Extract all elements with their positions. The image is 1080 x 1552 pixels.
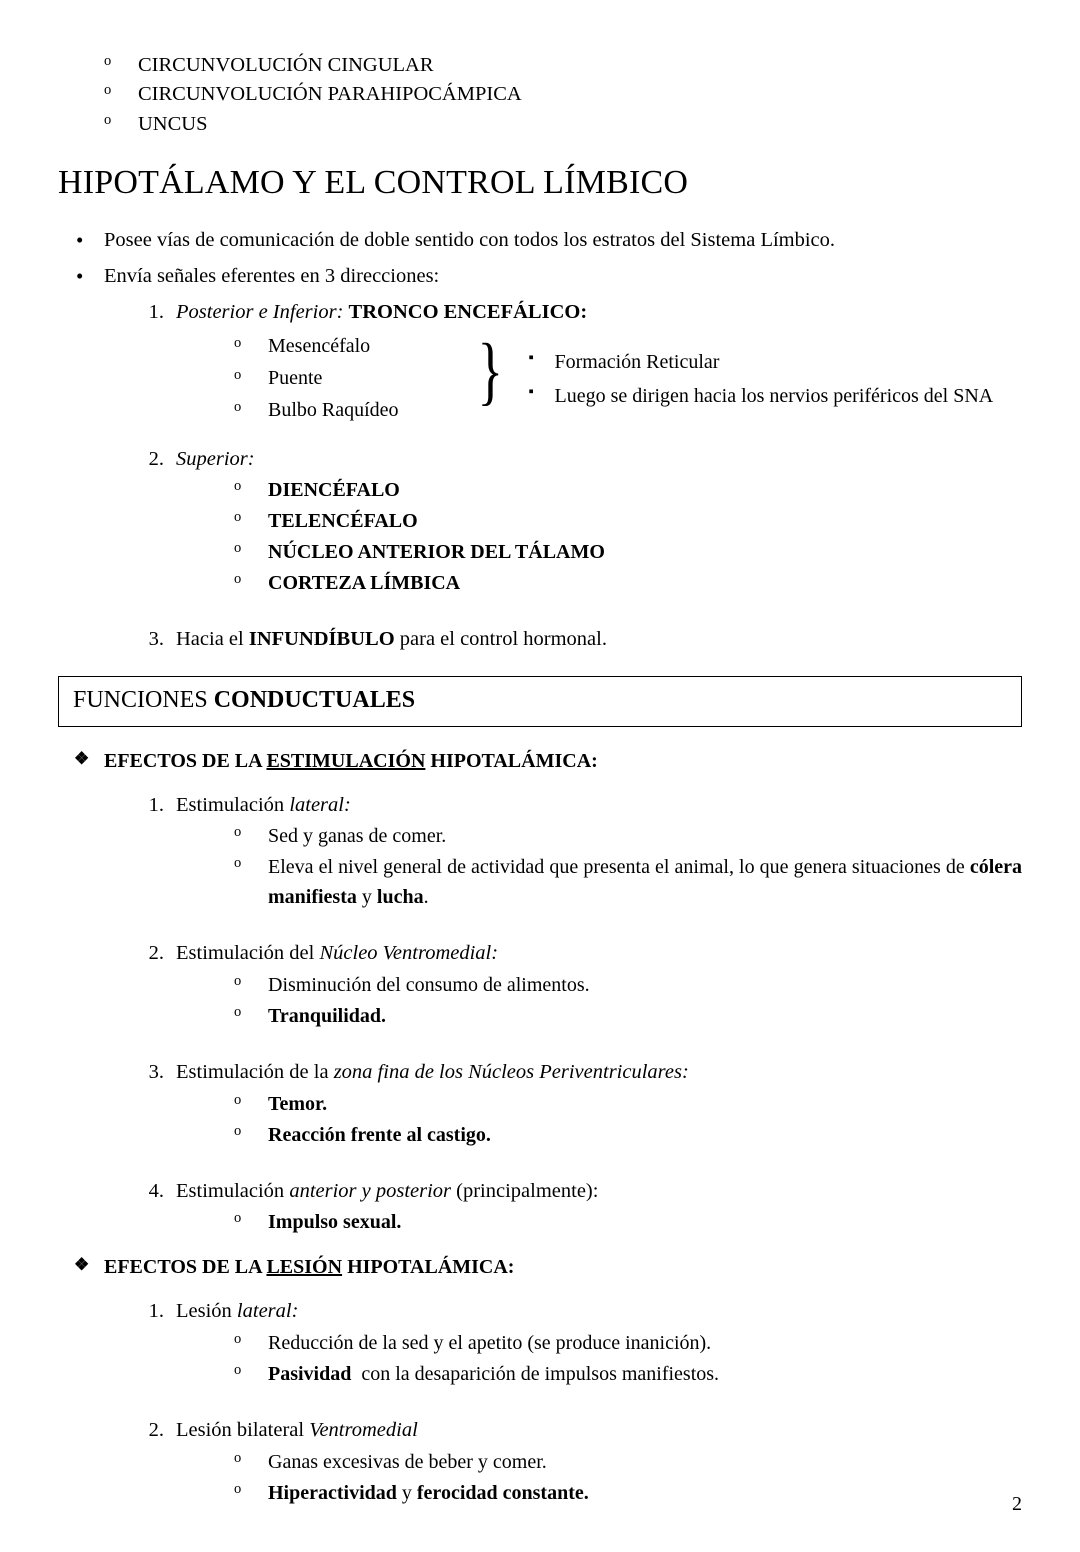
- list-item-label: CORTEZA LÍMBICA: [268, 572, 461, 595]
- list-item: [520, 347, 993, 378]
- list-item: [228, 1120, 1022, 1150]
- list-item: [98, 111, 1022, 138]
- list-item-label: CIRCUNVOLUCIÓN PARAHIPOCÁMPICA: [138, 83, 522, 106]
- list-item: [228, 363, 478, 394]
- heading-part-a: EFECTOS DE LA: [104, 749, 267, 772]
- list-item: [98, 52, 1022, 79]
- spacer: [176, 1151, 1022, 1173]
- item-number: 2.: [148, 447, 164, 470]
- list-item-label: Formación Reticular: [554, 350, 720, 373]
- list-item: [228, 852, 1022, 912]
- spacer: [58, 1283, 1022, 1297]
- spacer: [176, 1032, 1022, 1054]
- sub-list: [228, 1328, 1022, 1389]
- item-number: 1.: [148, 300, 164, 323]
- item-tail: (principalmente):: [451, 1179, 599, 1202]
- direccion-item-2: [136, 445, 1022, 622]
- list-item-label: Mesencéfalo: [268, 334, 371, 357]
- list-item-label: Eleva el nivel general de actividad que presenta el animal, lo que genera situaciones de cólera manifiesta y lucha.: [268, 856, 1022, 909]
- sub-list: [228, 1207, 1022, 1237]
- list-item-label: Sed y ganas de comer.: [268, 825, 447, 848]
- page-number: 2: [1012, 1492, 1022, 1515]
- item-lead: Lesión: [176, 1300, 237, 1323]
- brainstem-outputs-list: [520, 347, 993, 415]
- spacer: [176, 599, 1022, 621]
- estimulacion-item-1: [136, 791, 1022, 936]
- item-lead: Estimulación del: [176, 942, 320, 965]
- list-item: [228, 821, 1022, 851]
- list-item-label: UNCUS: [138, 112, 208, 135]
- section-header-box: [58, 676, 1022, 727]
- list-item-label: Luego se dirigen hacia los nervios periféricos del SNA: [554, 384, 994, 407]
- sub-list: [228, 970, 1022, 1031]
- heading-part-c: HIPOTALÁMICA:: [342, 1256, 515, 1279]
- list-item: [228, 1478, 1022, 1508]
- lesion-heading-list: [66, 1253, 1022, 1281]
- list-item: [66, 226, 1022, 256]
- item-italic-label: zona fina de los Núcleos Periventriculares:: [333, 1061, 689, 1084]
- item-italic-label: Superior:: [176, 447, 255, 470]
- list-item: [228, 475, 1022, 505]
- list-item-label: Hiperactividad y ferocidad constante.: [268, 1481, 589, 1504]
- superior-targets-list: [228, 475, 1022, 598]
- list-item: [228, 1359, 1022, 1389]
- estimulacion-item-4: [136, 1177, 1022, 1238]
- list-item-label: Bulbo Raquídeo: [268, 398, 399, 421]
- list-item-label: Temor.: [268, 1092, 328, 1115]
- section-header-plain: FUNCIONES: [73, 686, 214, 713]
- estimulacion-item-3: [136, 1058, 1022, 1173]
- item-italic-label: lateral:: [236, 1300, 299, 1323]
- item-bold-label: INFUNDÍBULO: [248, 628, 395, 651]
- lesion-item-2: [136, 1416, 1022, 1508]
- item-text-after: para el control hormonal.: [394, 628, 607, 651]
- item-lead: Estimulación de la: [176, 1061, 334, 1084]
- list-item-label: Reacción frente al castigo.: [268, 1123, 491, 1146]
- item-text-before: Hacia el: [176, 628, 249, 651]
- page-title: HIPOTÁLAMO Y EL CONTROL LÍMBICO: [58, 164, 689, 202]
- heading-part-c: HIPOTALÁMICA:: [425, 749, 598, 772]
- list-item: [228, 395, 478, 426]
- heading-part-underlined: LESIÓN: [266, 1256, 343, 1279]
- brainstem-list: [228, 331, 478, 427]
- direccion-item-1: [136, 298, 1022, 441]
- list-item: [228, 1089, 1022, 1119]
- item-lead: Estimulación: [176, 1179, 290, 1202]
- lesion-item-1: [136, 1297, 1022, 1412]
- item-number: 2.: [148, 1419, 164, 1442]
- list-item-label: Reducción de la sed y el apetito (se produce inanición).: [268, 1332, 712, 1355]
- list-item-label: Ganas excesivas de beber y comer.: [268, 1450, 547, 1473]
- list-item-label: NÚCLEO ANTERIOR DEL TÁLAMO: [268, 541, 605, 564]
- curly-brace-icon: }: [477, 328, 504, 413]
- list-item: [228, 537, 1022, 567]
- spacer: [176, 913, 1022, 935]
- list-item-label: DIENCÉFALO: [268, 479, 400, 502]
- item-number: 3.: [148, 1061, 164, 1084]
- item-number: 3.: [148, 628, 164, 651]
- list-item-label: Posee vías de comunicación de doble sentido con todos los estratos del Sistema Límbico.: [104, 229, 836, 252]
- brainstem-brace-group: [228, 328, 1022, 427]
- item-bold-label: TRONCO ENCEFÁLICO:: [348, 300, 588, 323]
- lesion-heading: [66, 1253, 1022, 1281]
- estimulacion-list: [136, 791, 1022, 1238]
- list-item: [228, 1447, 1022, 1477]
- list-item: [98, 81, 1022, 108]
- item-number: 4.: [148, 1179, 164, 1202]
- direcciones-list: [136, 298, 1022, 654]
- lesion-list: [136, 1297, 1022, 1507]
- item-number: 1.: [148, 1300, 164, 1323]
- list-item-label: Pasividad con la desaparición de impulsos manifiestos.: [268, 1363, 720, 1386]
- spacer: [58, 777, 1022, 791]
- list-item-label: TELENCÉFALO: [268, 510, 418, 533]
- item-number: 2.: [148, 942, 164, 965]
- spacer: [176, 427, 1022, 441]
- sub-list: [228, 821, 1022, 912]
- list-item: [228, 1207, 1022, 1237]
- item-italic-label: Posterior e Inferior:: [176, 300, 344, 323]
- list-item: [228, 331, 478, 362]
- item-italic-label: lateral:: [289, 793, 351, 816]
- top-continuation-list: [98, 52, 1022, 138]
- item-italic-label: Ventromedial: [309, 1419, 418, 1442]
- intro-bullet-list: [66, 226, 1022, 291]
- list-item: [228, 506, 1022, 536]
- list-item-label: CIRCUNVOLUCIÓN CINGULAR: [138, 54, 434, 76]
- list-item-label: Puente: [268, 366, 323, 389]
- direccion-item-3: [136, 625, 1022, 654]
- list-item-label: Tranquilidad.: [268, 1005, 387, 1028]
- list-item-label: Impulso sexual.: [268, 1211, 402, 1234]
- item-italic-label: Núcleo Ventromedial:: [319, 942, 499, 965]
- estimulacion-heading: [66, 747, 1022, 775]
- item-lead: Lesión bilateral: [176, 1419, 310, 1442]
- list-item: [66, 262, 1022, 292]
- section-header-bold: CONDUCTUALES: [213, 686, 416, 713]
- sub-list: [228, 1447, 1022, 1508]
- list-item: [228, 568, 1022, 598]
- list-item: [228, 970, 1022, 1000]
- estimulacion-heading-list: [66, 747, 1022, 775]
- list-item: [228, 1328, 1022, 1358]
- spacer: [176, 1390, 1022, 1412]
- estimulacion-item-2: [136, 939, 1022, 1054]
- heading-part-underlined: ESTIMULACIÓN: [266, 749, 426, 772]
- list-item: [520, 381, 993, 412]
- list-item-label: Disminución del consumo de alimentos.: [268, 974, 590, 997]
- list-item: [228, 1001, 1022, 1031]
- heading-part-a: EFECTOS DE LA: [104, 1256, 267, 1279]
- item-lead: Estimulación: [176, 793, 290, 816]
- item-number: 1.: [148, 793, 164, 816]
- list-item-label: Envía señales eferentes en 3 direcciones:: [104, 265, 440, 288]
- sub-list: [228, 1089, 1022, 1150]
- item-italic-label: anterior y posterior: [289, 1179, 452, 1202]
